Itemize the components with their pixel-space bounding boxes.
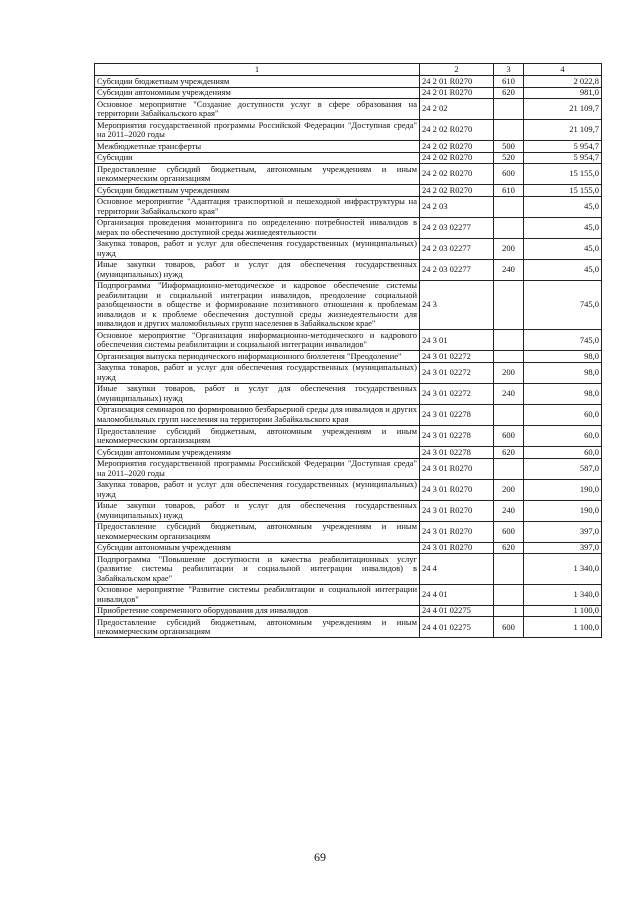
page-number: 69 [314,850,326,864]
table-body [95,76,602,638]
table-row [95,99,602,120]
cell-name: Иные закупки товаров, работ и услуг для обеспечения государственных (муниципальных) нужд [95,500,420,521]
cell-expense-type: 240 [494,500,524,521]
table-row [95,554,602,585]
cell-expense-type: 600 [494,426,524,447]
table-row [95,164,602,185]
table-row [95,76,602,88]
cell-target-code: 24 2 03 [420,196,494,217]
cell-target-code: 24 3 01 R0270 [420,500,494,521]
cell-name: Подпрограмма "Повышение доступности и качества реабилитационных услуг (развитие системы реабилитации и социальной интеграции инвалидов) в Забайкальском крае" [95,554,420,585]
table-row [95,185,602,197]
cell-name: Мероприятия государственной программы Российской Федерации "Доступная среда" на 2011–2020 годы [95,120,420,141]
table-row [95,521,602,542]
cell-expense-type [494,605,524,617]
cell-name: Основное мероприятие "Развитие системы реабилитации и социальной интеграции инвалидов" [95,584,420,605]
cell-expense-type: 200 [494,362,524,383]
table-row [95,152,602,164]
cell-name: Межбюджетные трансферты [95,141,420,153]
header-col-2: 2 [420,64,494,76]
header-col-3: 3 [494,64,524,76]
cell-amount: 5 954,7 [524,152,602,164]
cell-expense-type [494,196,524,217]
cell-name: Закупка товаров, работ и услуг для обеспечения государственных (муниципальных) нужд [95,479,420,500]
table-row [95,584,602,605]
cell-target-code: 24 3 01 02272 [420,351,494,363]
cell-name: Основное мероприятие "Организация информационно-методического и кадрового обеспечения системы реабилитации и социальной интеграции инвалидов" [95,330,420,351]
cell-target-code: 24 2 01 R0270 [420,87,494,99]
table-row [95,542,602,554]
cell-target-code: 24 3 01 [420,330,494,351]
cell-target-code: 24 2 02 R0270 [420,120,494,141]
cell-amount: 21 109,7 [524,120,602,141]
table-row [95,196,602,217]
cell-amount: 1 100,0 [524,605,602,617]
cell-target-code: 24 2 03 02277 [420,238,494,259]
cell-amount: 397,0 [524,542,602,554]
cell-expense-type [494,351,524,363]
cell-target-code: 24 3 01 02278 [420,404,494,425]
cell-expense-type: 600 [494,164,524,185]
cell-amount: 190,0 [524,500,602,521]
cell-target-code: 24 3 01 02272 [420,383,494,404]
table-row [95,217,602,238]
cell-target-code: 24 3 01 02278 [420,426,494,447]
cell-name: Предоставление субсидий бюджетным, автономным учреждениям и иным некоммерческим организациям [95,521,420,542]
cell-name: Организация выпуска периодического информационного бюллетеня "Преодоление" [95,351,420,363]
cell-target-code: 24 2 02 R0270 [420,141,494,153]
cell-target-code: 24 2 03 02277 [420,217,494,238]
cell-target-code: 24 3 01 R0270 [420,521,494,542]
cell-target-code: 24 3 01 02278 [420,447,494,459]
table-row [95,238,602,259]
cell-amount: 1 340,0 [524,554,602,585]
cell-target-code: 24 3 01 R0270 [420,479,494,500]
cell-target-code: 24 2 02 [420,99,494,120]
header-row [95,64,602,76]
cell-amount: 587,0 [524,458,602,479]
cell-amount: 397,0 [524,521,602,542]
cell-amount: 45,0 [524,217,602,238]
cell-target-code: 24 2 02 R0270 [420,152,494,164]
cell-name: Организация семинаров по формированию безбарьерной среды для инвалидов и других маломобильных групп населения на территории Забайкальского края [95,404,420,425]
table-row [95,479,602,500]
cell-amount: 981,0 [524,87,602,99]
table-row [95,351,602,363]
budget-table [94,63,602,638]
cell-amount: 745,0 [524,280,602,330]
cell-expense-type [494,120,524,141]
header-col-4: 4 [524,64,602,76]
cell-expense-type [494,404,524,425]
cell-name: Субсидии автономным учреждениям [95,542,420,554]
table-header [95,64,602,76]
cell-expense-type: 600 [494,521,524,542]
cell-name: Организация проведения мониторинга по определению потребностей инвалидов в мерах по обеспечению доступной среды жизнедеятельности [95,217,420,238]
cell-expense-type: 620 [494,87,524,99]
cell-target-code: 24 2 02 R0270 [420,185,494,197]
cell-expense-type [494,330,524,351]
cell-expense-type: 600 [494,617,524,638]
cell-expense-type: 610 [494,185,524,197]
table-row [95,141,602,153]
table-row [95,87,602,99]
cell-amount: 15 155,0 [524,185,602,197]
table-row [95,500,602,521]
cell-expense-type [494,458,524,479]
cell-expense-type: 620 [494,542,524,554]
cell-target-code: 24 2 03 02277 [420,259,494,280]
cell-amount: 60,0 [524,404,602,425]
table-row [95,120,602,141]
cell-name: Мероприятия государственной программы Российской Федерации "Доступная среда" на 2011–2020 годы [95,458,420,479]
cell-name: Субсидии бюджетным учреждениям [95,76,420,88]
cell-expense-type [494,99,524,120]
table-row [95,458,602,479]
cell-target-code: 24 3 01 R0270 [420,458,494,479]
cell-amount: 21 109,7 [524,99,602,120]
header-col-1: 1 [95,64,420,76]
cell-amount: 45,0 [524,259,602,280]
cell-name: Субсидии [95,152,420,164]
cell-amount: 15 155,0 [524,164,602,185]
cell-expense-type [494,584,524,605]
cell-target-code: 24 3 01 02272 [420,362,494,383]
cell-amount: 45,0 [524,196,602,217]
cell-name: Подпрограмма "Информационно-методическое и кадровое обеспечение системы реабилитации и социальной интеграции инвалидов, преодоление социальной разобщенности в обществе и формирование позитивного отношения к проблемам инвалидов и к проблеме обеспечения доступной среды жизнедеятельности для инвалидов и других маломобильных групп населения в Забайкальском крае" [95,280,420,330]
table-row [95,605,602,617]
cell-name: Субсидии бюджетным учреждениям [95,185,420,197]
cell-amount: 2 022,8 [524,76,602,88]
cell-target-code: 24 4 [420,554,494,585]
cell-target-code: 24 4 01 [420,584,494,605]
cell-target-code: 24 4 01 02275 [420,617,494,638]
table-row [95,362,602,383]
table-row [95,426,602,447]
cell-expense-type [494,280,524,330]
cell-name: Основное мероприятие "Создание доступности услуг в сфере образования на территории Забайкальского края" [95,99,420,120]
cell-amount: 60,0 [524,447,602,459]
cell-expense-type: 520 [494,152,524,164]
table-row [95,404,602,425]
cell-expense-type: 240 [494,383,524,404]
cell-amount: 98,0 [524,351,602,363]
cell-expense-type [494,554,524,585]
table-row [95,383,602,404]
table-row [95,330,602,351]
cell-name: Основное мероприятие "Адаптация транспортной и пешеходной инфраструктуры на территории Забайкальского края" [95,196,420,217]
cell-name: Закупка товаров, работ и услуг для обеспечения государственных (муниципальных) нужд [95,362,420,383]
cell-amount: 45,0 [524,238,602,259]
table-row [95,447,602,459]
cell-target-code: 24 2 01 R0270 [420,76,494,88]
table-row [95,259,602,280]
cell-expense-type: 240 [494,259,524,280]
cell-amount: 5 954,7 [524,141,602,153]
cell-target-code: 24 2 02 R0270 [420,164,494,185]
cell-target-code: 24 3 01 R0270 [420,542,494,554]
cell-name: Предоставление субсидий бюджетным, автономным учреждениям и иным некоммерческим организациям [95,617,420,638]
cell-amount: 1 100,0 [524,617,602,638]
cell-name: Иные закупки товаров, работ и услуг для обеспечения государственных (муниципальных) нужд [95,383,420,404]
cell-amount: 60,0 [524,426,602,447]
cell-name: Приобретение современного оборудования для инвалидов [95,605,420,617]
cell-name: Предоставление субсидий бюджетным, автономным учреждениям и иным некоммерческим организациям [95,426,420,447]
cell-amount: 190,0 [524,479,602,500]
cell-target-code: 24 4 01 02275 [420,605,494,617]
cell-name: Предоставление субсидий бюджетным, автономным учреждениям и иным некоммерческим организациям [95,164,420,185]
cell-expense-type: 200 [494,479,524,500]
table-row [95,280,602,330]
cell-amount: 1 340,0 [524,584,602,605]
cell-name: Субсидии автономным учреждениям [95,447,420,459]
cell-name: Иные закупки товаров, работ и услуг для обеспечения государственных (муниципальных) нужд [95,259,420,280]
cell-target-code: 24 3 [420,280,494,330]
cell-amount: 745,0 [524,330,602,351]
cell-name: Закупка товаров, работ и услуг для обеспечения государственных (муниципальных) нужд [95,238,420,259]
cell-expense-type: 500 [494,141,524,153]
cell-expense-type: 610 [494,76,524,88]
cell-expense-type: 200 [494,238,524,259]
table-row [95,617,602,638]
cell-amount: 98,0 [524,383,602,404]
cell-expense-type: 620 [494,447,524,459]
cell-expense-type [494,217,524,238]
cell-name: Субсидии автономным учреждениям [95,87,420,99]
cell-amount: 98,0 [524,362,602,383]
